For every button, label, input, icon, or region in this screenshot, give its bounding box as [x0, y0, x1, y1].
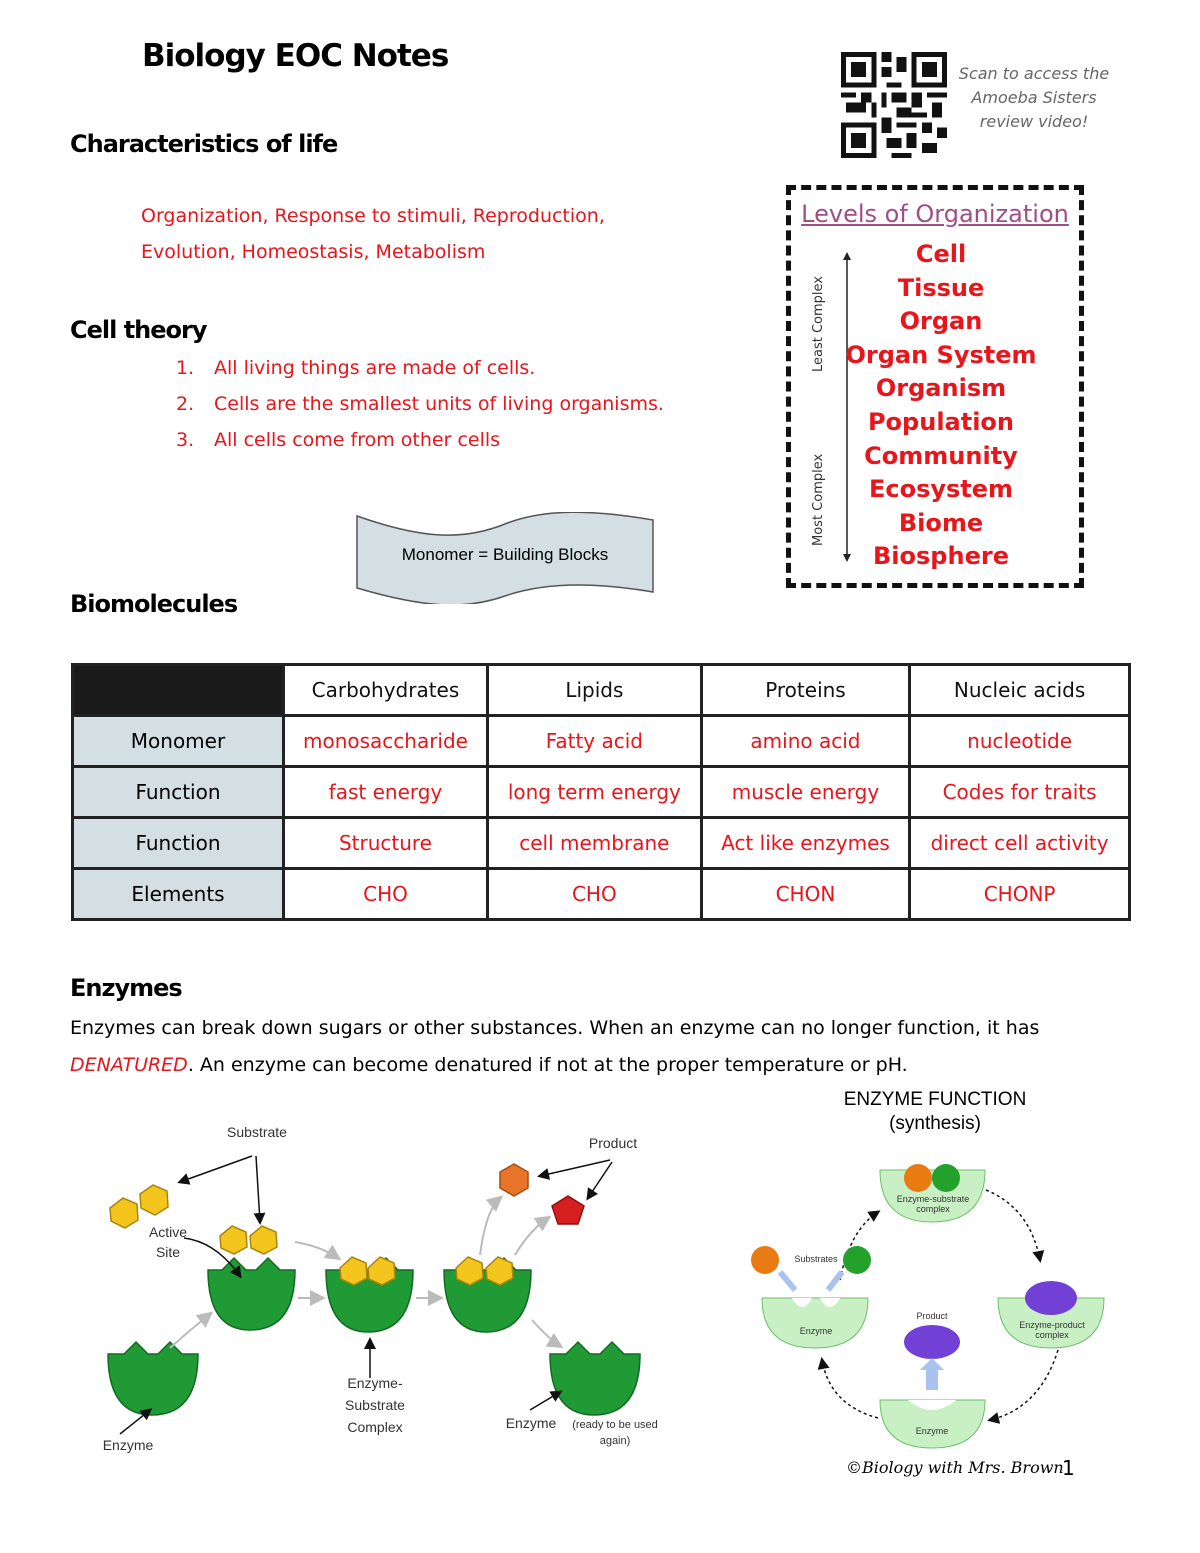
table-cell: Act like enzymes — [701, 818, 909, 869]
level-cell: Cell — [915, 240, 967, 268]
table-cell: long term energy — [487, 767, 701, 818]
table-cell: CHON — [701, 869, 909, 920]
qr-code-icon[interactable] — [840, 52, 948, 158]
characteristics-line-1: Organization, Response to stimuli, Reproduction, — [141, 205, 605, 227]
table-cell: cell membrane — [487, 818, 701, 869]
level-biosphere: Biosphere — [873, 542, 1009, 571]
least-complex-label: Least Complex — [811, 275, 826, 372]
row-header: Function — [73, 818, 284, 869]
characteristics-heading: Characteristics of life — [70, 130, 338, 158]
biomolecules-table — [71, 663, 1131, 921]
table-cell: Codes for traits — [910, 767, 1130, 818]
table-row — [73, 716, 1130, 767]
table-cell: fast energy — [284, 767, 488, 818]
ready-note: (ready to be used again) — [572, 1419, 658, 1447]
table-cell: muscle energy — [701, 767, 909, 818]
table-cell: amino acid — [701, 716, 909, 767]
table-cell: nucleotide — [910, 716, 1130, 767]
table-cell: Structure — [284, 818, 488, 869]
enzymes-paragraph: Enzymes can break down sugars or other substances. When an enzyme can no longer function, it has DENATURED. An enzyme can become denatured if not at the proper temperature or pH. — [70, 1017, 1040, 1076]
cell-theory-list — [176, 357, 664, 465]
level-organism: Organism — [875, 374, 1007, 403]
row-header: Monomer — [73, 716, 284, 767]
enzyme-substrate-complex-label: Enzyme- Substrate Complex — [345, 1375, 405, 1435]
row-header: Function — [73, 767, 284, 818]
table-cell: CHO — [284, 869, 488, 920]
credit-text: ©Biology with Mrs. Brown — [846, 1458, 1064, 1477]
list-item: 1. All living things are made of cells. — [176, 357, 536, 379]
active-site-label: Active Site — [148, 1224, 188, 1260]
list-item: 2. Cells are the smallest units of living organisms. — [176, 393, 664, 415]
page-title: Biology EOC Notes — [142, 38, 449, 74]
column-header: Carbohydrates — [284, 665, 488, 716]
level-organ: Organ — [899, 307, 983, 336]
product-label: Product — [588, 1135, 638, 1151]
level-ecosystem: Ecosystem — [868, 475, 1014, 504]
enzyme-bottom-label: Enzyme — [915, 1426, 949, 1436]
enzyme-left-label: Enzyme — [799, 1326, 833, 1336]
row-header: Elements — [73, 869, 284, 920]
table-header-row — [73, 665, 1130, 716]
level-biome: Biome — [898, 508, 984, 537]
orange-substrate-icon — [904, 1164, 932, 1192]
page-number: 1 — [1062, 1456, 1075, 1480]
cell-theory-heading: Cell theory — [70, 316, 207, 344]
table-cell: monosaccharide — [284, 716, 488, 767]
level-organ-system: Organ System — [845, 340, 1037, 369]
characteristics-line-2: Evolution, Homeostasis, Metabolism — [141, 241, 486, 263]
enzyme-ready-label: Enzyme — [505, 1415, 557, 1431]
esc-label: Enzyme-substrate complex — [896, 1194, 970, 1214]
levels-of-organization-box — [786, 185, 1084, 588]
product-pentagon-icon — [552, 1196, 584, 1224]
green-substrate-icon — [932, 1164, 960, 1192]
list-item: 3. All cells come from other cells — [176, 429, 501, 451]
substrate-label: Substrate — [227, 1124, 287, 1140]
table-cell: CHO — [487, 869, 701, 920]
banner-text: Monomer = Building Blocks — [401, 545, 609, 564]
column-header: Lipids — [487, 665, 701, 716]
enzymes-heading: Enzymes — [70, 974, 182, 1002]
biomolecules-heading: Biomolecules — [70, 590, 238, 618]
qr-caption: Scan to access the Amoeba Sisters review video! — [958, 64, 1110, 131]
epc-label: Enzyme-product complex — [1019, 1320, 1085, 1340]
table-row — [73, 869, 1130, 920]
enzyme-label: Enzyme — [102, 1437, 154, 1453]
table-cell: CHONP — [910, 869, 1130, 920]
product-molecule-icon — [1025, 1281, 1077, 1315]
level-population: Population — [867, 407, 1015, 436]
table-corner — [73, 665, 284, 716]
table-row — [73, 767, 1130, 818]
table-cell: Fatty acid — [487, 716, 701, 767]
enzyme-function-title: ENZYME FUNCTION (synthesis) — [843, 1089, 1027, 1134]
level-community: Community — [864, 441, 1018, 470]
product-right-label: Product — [916, 1311, 948, 1321]
levels-title: Levels of Organization — [801, 200, 1069, 228]
denatured-term: DENATURED — [70, 1054, 188, 1076]
table-cell: direct cell activity — [910, 818, 1130, 869]
levels-list — [841, 238, 1041, 574]
product-hexagon-icon — [500, 1164, 528, 1196]
table-row — [73, 818, 1130, 869]
level-tissue: Tissue — [897, 273, 985, 302]
column-header: Proteins — [701, 665, 909, 716]
most-complex-label: Most Complex — [811, 453, 826, 546]
column-header: Nucleic acids — [910, 665, 1130, 716]
substrates-label: Substrates — [794, 1254, 838, 1264]
